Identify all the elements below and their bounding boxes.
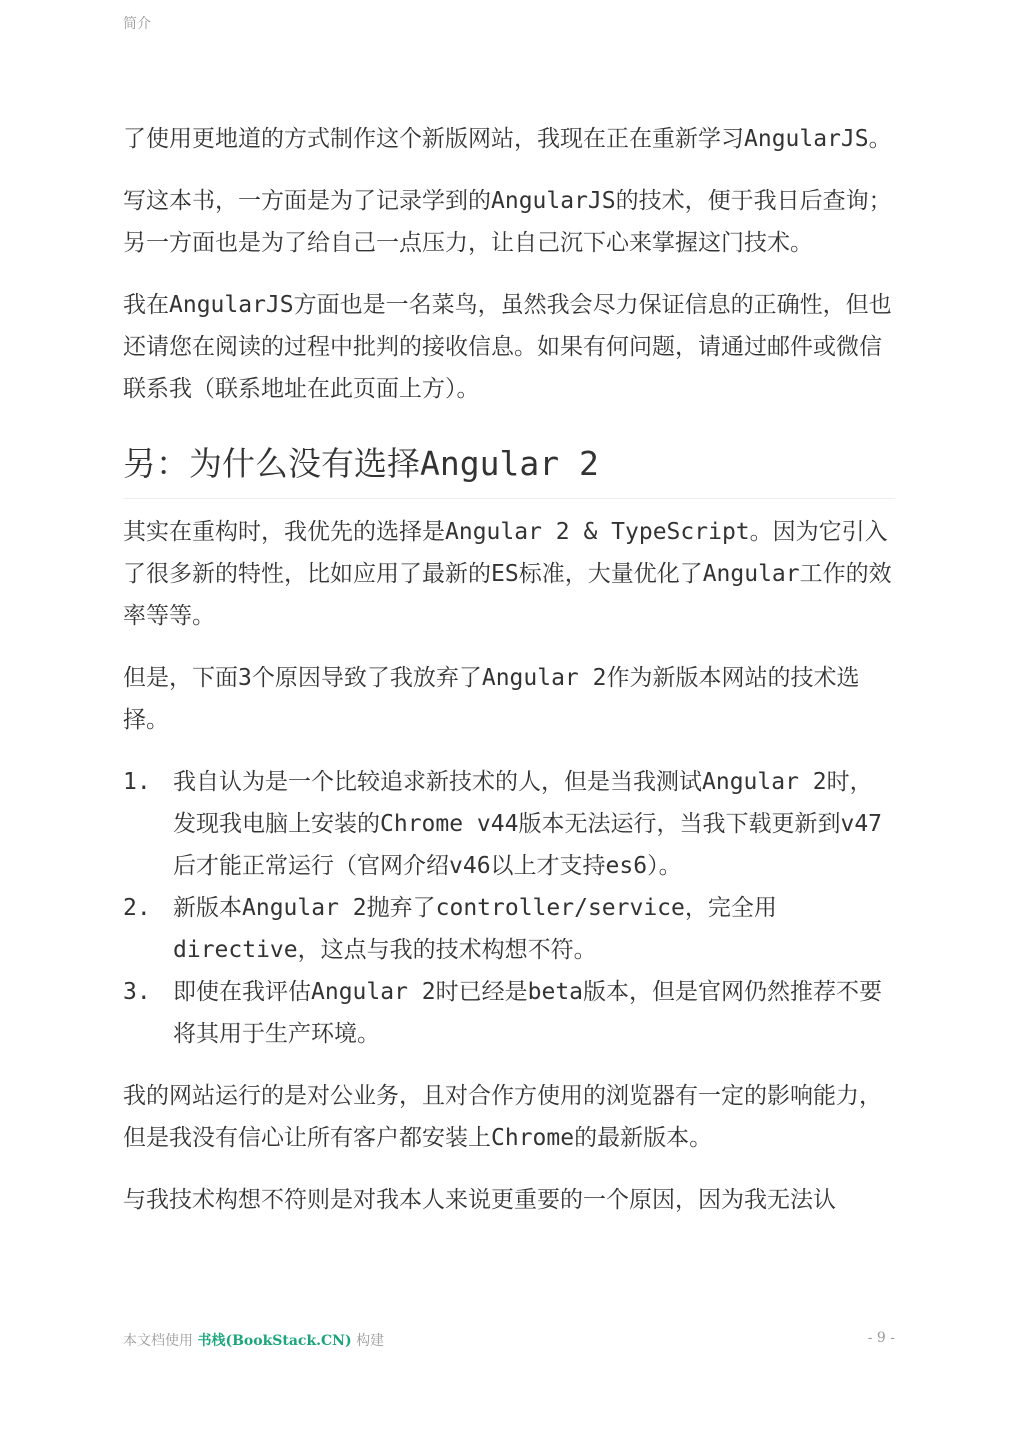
section-heading: 另：为什么没有选择Angular 2 [123,442,895,499]
list-item-text: 即使在我评估Angular 2时已经是beta版本，但是官网仍然推荐不要将其用于生产环境。 [173,979,883,1047]
list-item-number: 3. [123,979,151,1005]
list-item [123,887,895,971]
paragraph-5: 但是，下面3个原因导致了我放弃了Angular 2作为新版本网站的技术选择。 [123,665,860,733]
list-item [123,971,895,1055]
list-item [123,761,895,887]
list-item-text: 我自认为是一个比较追求新技术的人，但是当我测试Angular 2时，发现我电脑上安装的Chrome v44版本无法运行，当我下载更新到v47后才能正常运行（官网介绍v46以上才支持es6）。 [173,769,883,879]
footer-prefix: 本文档使用 [123,1333,193,1349]
paragraph-6: 我的网站运行的是对公业务，且对合作方使用的浏览器有一定的影响能力，但是我没有信心让所有客户都安装上Chrome的最新版本。 [123,1083,882,1151]
paragraph-2: 写这本书，一方面是为了记录学到的AngularJS的技术，便于我日后查询；另一方面也是为了给自己一点压力，让自己沉下心来掌握这门技术。 [123,188,892,256]
reasons-list [123,761,895,1055]
paragraph-7: 与我技术构想不符则是对我本人来说更重要的一个原因，因为我无法认 [123,1187,836,1213]
page-footer [123,1330,895,1350]
page-number: - 9 - [867,1330,895,1346]
footer-brand-link[interactable]: 书栈(BookStack.CN) [197,1333,352,1349]
paragraph-4: 其实在重构时，我优先的选择是Angular 2 & TypeScript。因为它引入了很多新的特性，比如应用了最新的ES标准，大量优化了Angular工作的效率等等。 [123,519,892,629]
list-item-number: 2. [123,895,151,921]
footer-suffix: 构建 [356,1333,385,1349]
page-content [123,118,895,1241]
running-header: 简介 [123,16,151,32]
list-item-text: 新版本Angular 2抛弃了controller/service，完全用directive，这点与我的技术构想不符。 [173,895,777,963]
paragraph-3: 我在AngularJS方面也是一名菜鸟，虽然我会尽力保证信息的正确性，但也还请您在阅读的过程中批判的接收信息。如果有何问题，请通过邮件或微信联系我（联系地址在此页面上方）。 [123,292,892,402]
paragraph-1: 了使用更地道的方式制作这个新版网站，我现在正在重新学习AngularJS。 [123,126,892,152]
list-item-number: 1. [123,769,151,795]
